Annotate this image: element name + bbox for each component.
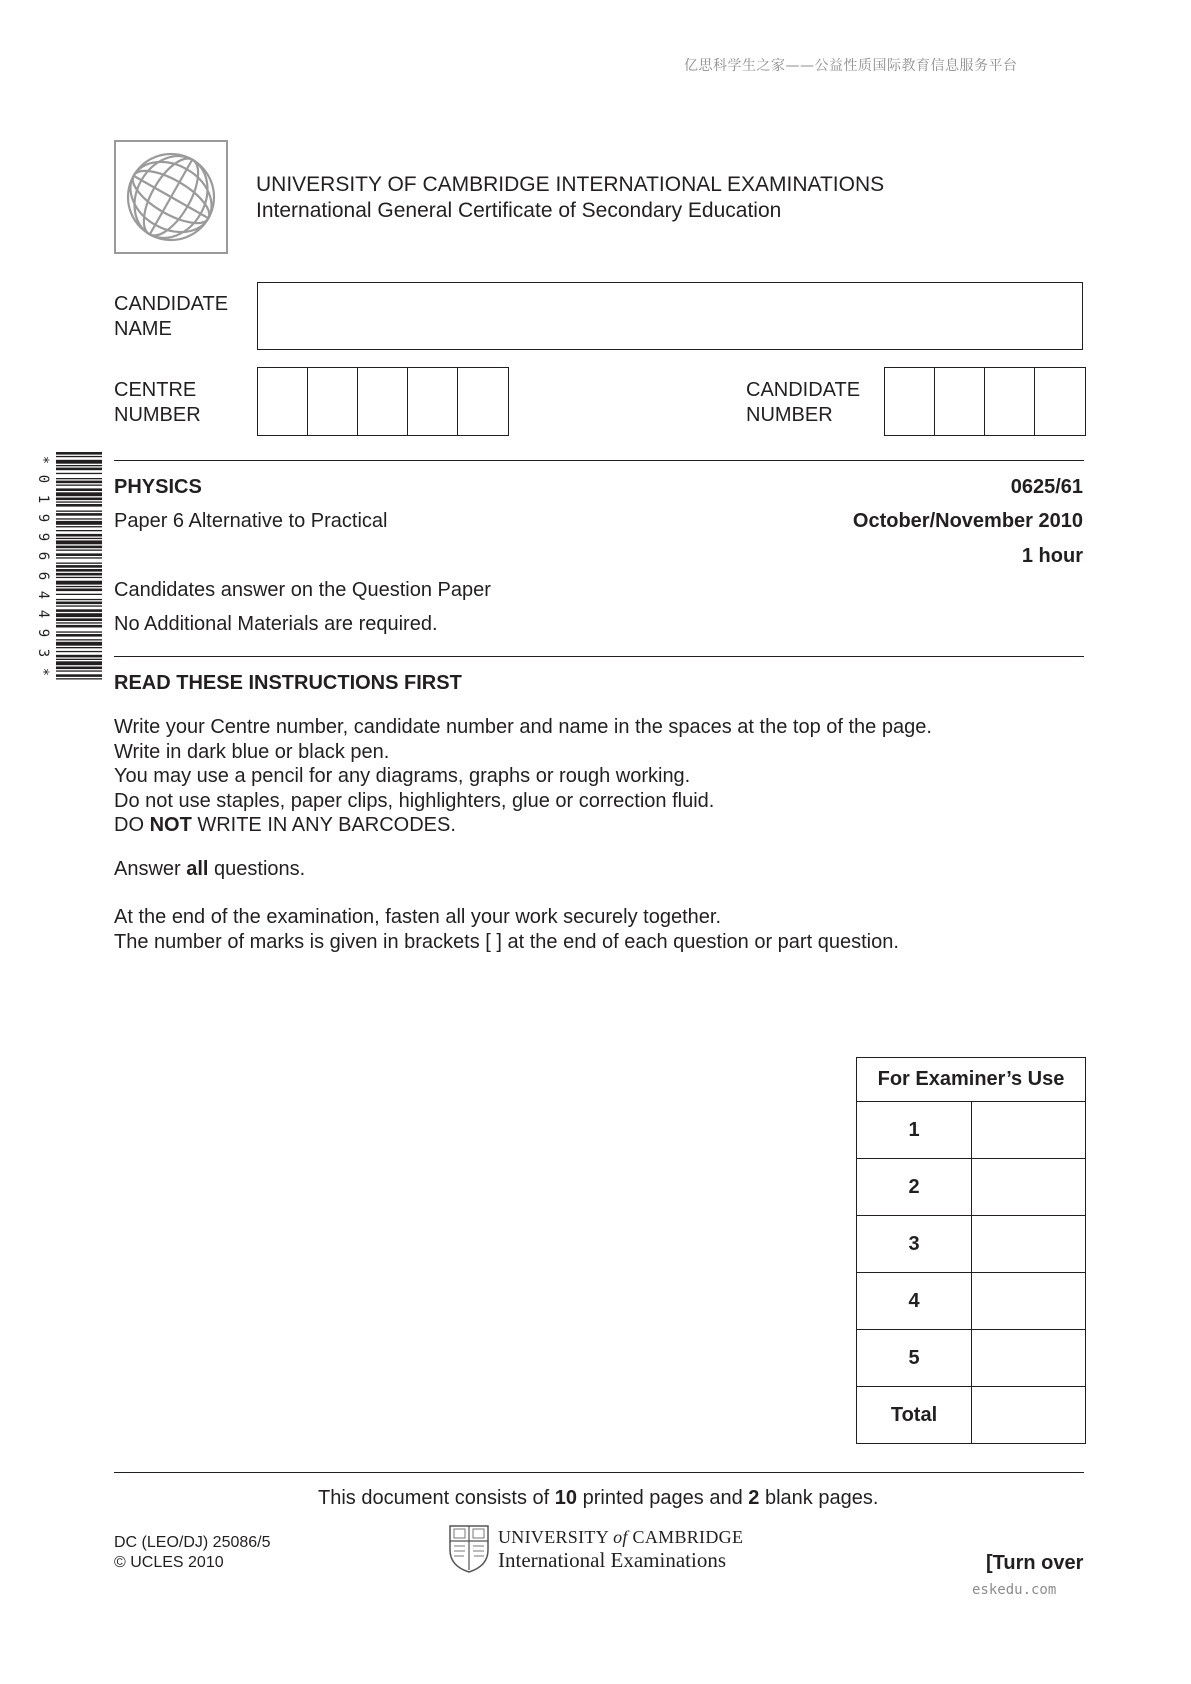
duration: 1 hour [1021, 545, 1083, 567]
mark-cell [972, 1159, 1086, 1216]
exam-board-title: UNIVERSITY OF CAMBRIDGE INTERNATIONAL EXAMINATIONS [256, 173, 885, 196]
centre-number-cell[interactable] [308, 368, 358, 435]
centre-number-cell[interactable] [408, 368, 458, 435]
globe-logo [114, 140, 228, 254]
candidate-number-label: CANDIDATE NUMBER [746, 379, 861, 426]
exam-session: October/November 2010 [852, 510, 1083, 532]
barcode-bar [56, 511, 102, 512]
barcode-bar [56, 513, 102, 516]
barcode-bar [56, 452, 102, 455]
barcode-bar [56, 546, 102, 549]
barcode-bar [56, 581, 102, 585]
barcode-bar [56, 468, 102, 471]
barcode-bar [56, 670, 102, 671]
barcode-digit: * [35, 667, 51, 677]
barcode-bar [56, 647, 102, 648]
barcode-bar [56, 661, 102, 665]
barcode-bar [56, 504, 102, 507]
centre-number-label: CENTRE NUMBER [114, 379, 201, 426]
cambridge-crest-icon [448, 1524, 490, 1574]
barcode-bar [56, 478, 102, 479]
candidate-number-cell[interactable] [885, 368, 935, 435]
barcode-bar [56, 602, 102, 605]
barcode-bar [56, 594, 102, 595]
barcode-bar [56, 488, 102, 491]
barcode-bar [56, 631, 102, 632]
barcode-bar [56, 553, 102, 556]
barcode-digit: 6 [35, 552, 51, 561]
barcode-bar [56, 678, 102, 679]
cambridge-logo-text: UNIVERSITY of CAMBRIDGE International Examinations [498, 1527, 744, 1572]
barcode-bar [56, 639, 102, 640]
instructions-heading: READ THESE INSTRUCTIONS FIRST [114, 672, 462, 694]
barcode-bar [56, 618, 102, 621]
total-label: Total [857, 1387, 972, 1444]
question-number: 3 [857, 1216, 972, 1273]
barcode-bar [56, 609, 102, 612]
turn-over: [Turn over [986, 1552, 1084, 1574]
barcode-digit: * [35, 455, 51, 465]
answer-instruction: Answer all questions. [114, 857, 306, 880]
barcode-bar [56, 577, 102, 578]
instruction-line: Write in dark blue or black pen. [114, 740, 390, 763]
barcode-bar [56, 622, 102, 623]
barcode-instruction: DO NOT WRITE IN ANY BARCODES. [114, 814, 456, 836]
divider [114, 460, 1084, 461]
barcode-bar [56, 550, 102, 551]
barcode-bar [56, 674, 102, 677]
instruction-line: Do not use staples, paper clips, highlighters, glue or correction fluid. [114, 789, 715, 812]
barcode-bar [56, 501, 102, 502]
centre-number-cell[interactable] [458, 368, 508, 435]
barcode-bar [56, 485, 102, 486]
cambridge-logo [448, 1524, 743, 1574]
barcode-digit: 4 [35, 609, 51, 619]
examiners-use-heading: For Examiner’s Use [857, 1058, 1086, 1102]
barcode-bar [56, 569, 102, 572]
barcode-bar [56, 659, 102, 660]
barcode-bar [56, 538, 102, 539]
divider [114, 1472, 1084, 1473]
mark-cell [972, 1102, 1086, 1159]
barcode-bar [56, 530, 102, 531]
watermark-bottom: eskedu.com [972, 1582, 1057, 1598]
barcode-bar [56, 667, 102, 670]
question-number: 5 [857, 1330, 972, 1387]
barcode-bar [56, 481, 102, 484]
watermark-top: 亿思科学生之家——公益性质国际教育信息服务平台 [684, 58, 1018, 74]
barcode-bar [56, 492, 102, 496]
candidate-number-field[interactable] [884, 367, 1086, 436]
page-count-note: This document consists of 10 printed pages and 2 blank pages. [318, 1487, 879, 1509]
barcode-bar [56, 540, 102, 544]
barcode-bar [56, 557, 102, 558]
barcode-bar [56, 589, 102, 592]
mark-cell [972, 1216, 1086, 1273]
barcode [38, 452, 102, 680]
barcode-digit: 4 [35, 590, 51, 600]
barcode-digit: 6 [35, 571, 51, 580]
barcode-bar [56, 651, 102, 652]
subject: PHYSICS [114, 476, 202, 498]
barcode-digit: 3 [35, 648, 51, 657]
barcode-bar [56, 613, 102, 617]
centre-number-cell[interactable] [358, 368, 408, 435]
mark-cell [972, 1273, 1086, 1330]
question-number: 2 [857, 1159, 972, 1216]
question-number: 1 [857, 1102, 972, 1159]
instructions [114, 715, 932, 954]
barcode-bar [56, 565, 102, 568]
barcode-digit: 1 [35, 494, 51, 503]
total-cell [972, 1387, 1086, 1444]
barcode-bar [56, 655, 102, 658]
barcode-bar [56, 473, 102, 474]
barcode-bar [56, 642, 102, 646]
candidate-name-label: CANDIDATE NAME [114, 293, 229, 340]
barcode-bar [56, 586, 102, 587]
barcode-digit: 9 [35, 629, 51, 638]
barcode-digit: 9 [35, 532, 51, 542]
globe-icon [124, 150, 218, 244]
qualification-title: International General Certificate of Secondary Education [256, 199, 782, 222]
barcode-bar [56, 563, 102, 564]
barcode-digit: 0 [35, 475, 51, 484]
barcode-bar [56, 518, 102, 519]
barcode-bar [56, 534, 102, 537]
barcode-bar [56, 599, 102, 600]
centre-number-cell[interactable] [258, 368, 308, 435]
question-number: 4 [857, 1273, 972, 1330]
candidate-name-field[interactable] [257, 282, 1083, 350]
paper-title: Paper 6 Alternative to Practical [114, 510, 388, 532]
barcode-bar [56, 460, 102, 464]
barcode-bar [56, 526, 102, 527]
instruction-line: Write your Centre number, candidate number and name in the spaces at the top of the page. [114, 716, 932, 738]
barcode-bar [56, 498, 102, 501]
barcode-bar [56, 456, 102, 457]
answer-note: Candidates answer on the Question Paper [114, 579, 491, 601]
candidate-number-cell[interactable] [1035, 368, 1085, 435]
centre-number-field[interactable] [257, 367, 509, 436]
instruction-line: At the end of the examination, fasten all your work securely together. [114, 906, 722, 928]
instruction-line: You may use a pencil for any diagrams, graphs or rough working. [114, 765, 691, 787]
candidate-number-cell[interactable] [935, 368, 985, 435]
barcode-bar [56, 465, 102, 466]
candidate-number-cell[interactable] [985, 368, 1035, 435]
divider [114, 656, 1084, 657]
document-reference: DC (LEO/DJ) 25086/5 © UCLES 2010 [114, 1534, 271, 1571]
materials-note: No Additional Materials are required. [114, 613, 438, 635]
barcode-bar [56, 521, 102, 525]
syllabus-code: 0625/61 [1010, 476, 1083, 498]
barcode-digit: 9 [35, 513, 51, 523]
barcode-bar [56, 573, 102, 576]
barcode-bar [56, 625, 102, 628]
barcode-bar [56, 605, 102, 606]
mark-cell [972, 1330, 1086, 1387]
barcode-bar [56, 634, 102, 637]
examiners-use-table [856, 1057, 1086, 1444]
instruction-line: The number of marks is given in brackets [ ] at the end of each question or part question. [114, 930, 899, 953]
